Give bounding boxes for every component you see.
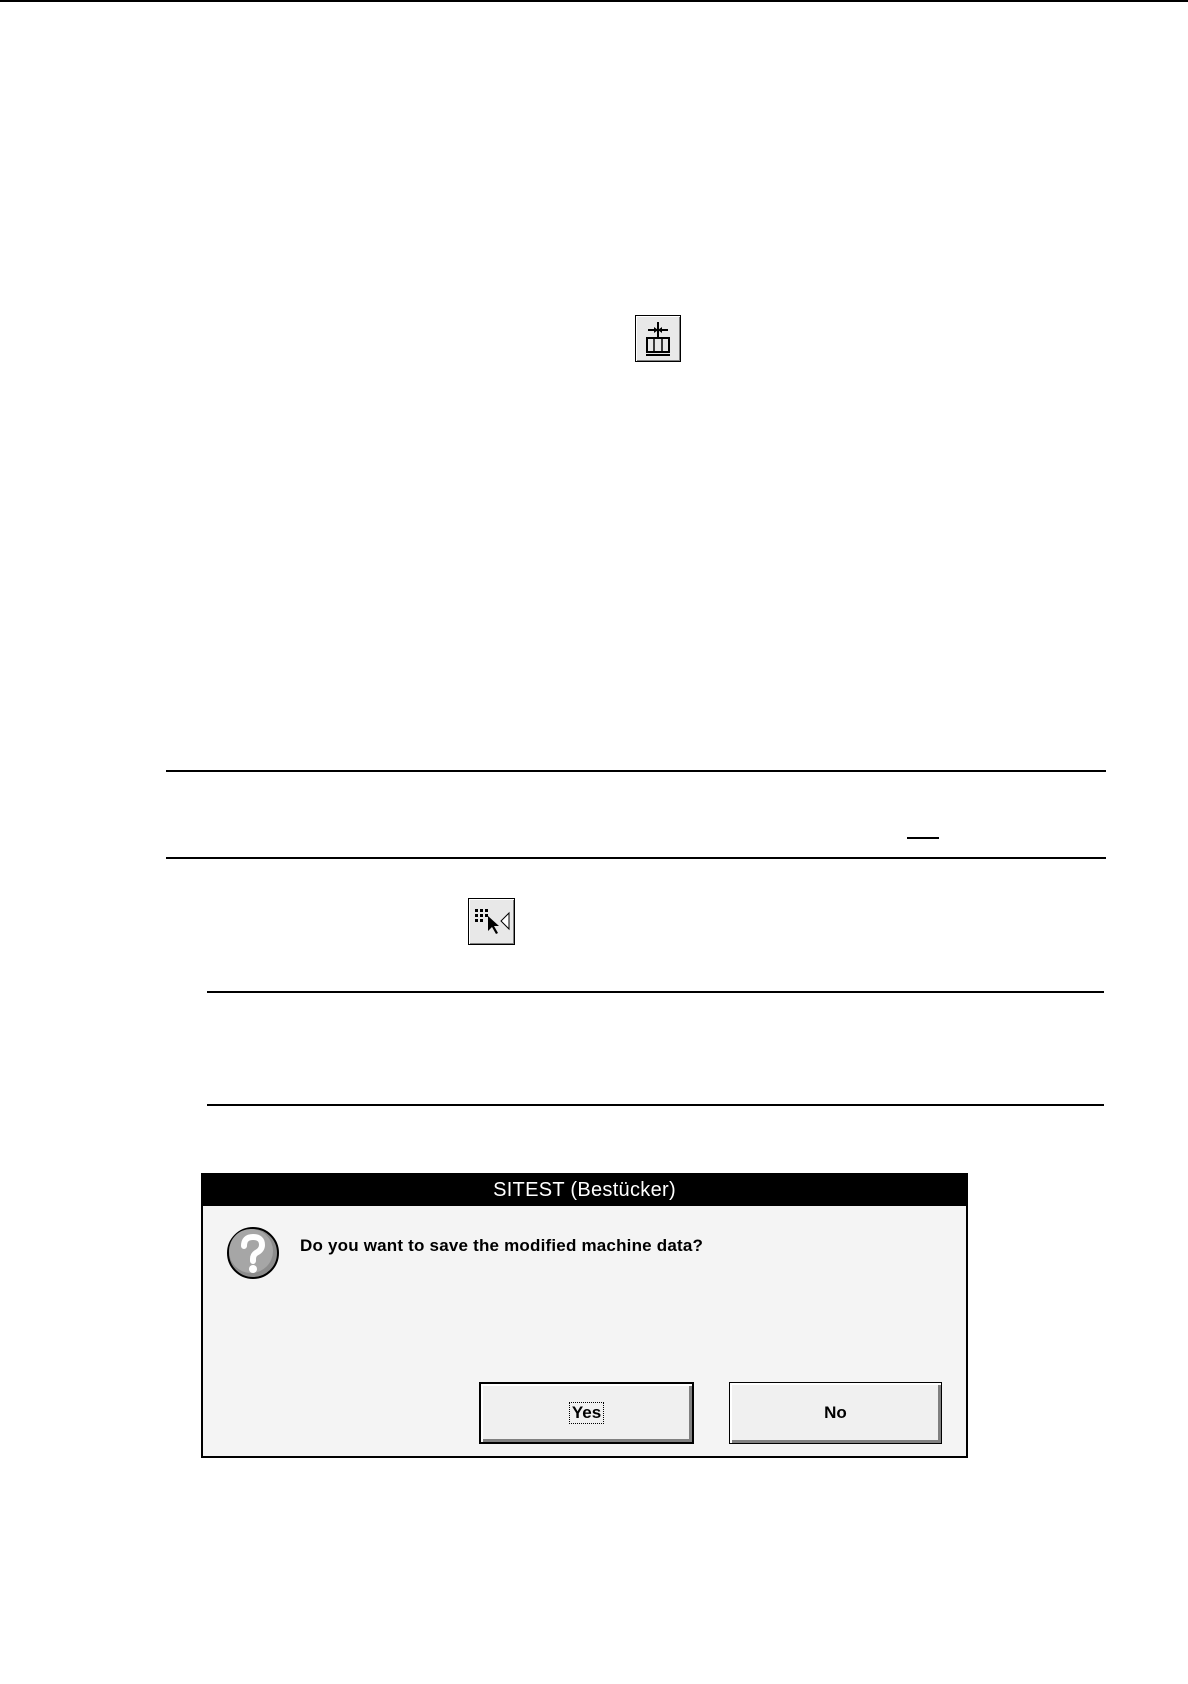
no-button-label: No [824,1403,847,1422]
dialog-body [203,1206,966,1456]
page-top-rule [0,0,1188,2]
section-rule-bottom [166,857,1106,859]
no-button[interactable] [729,1382,942,1444]
dialog-title: SITEST (Bestücker) [203,1175,966,1206]
machine-setup-icon[interactable] [635,315,681,362]
section-rule-top [166,770,1106,772]
dialog-message: Do you want to save the modified machine data? [300,1236,704,1255]
note-rule-top [207,991,1104,993]
save-confirm-dialog [201,1173,968,1458]
note-rule-bottom [207,1104,1104,1106]
underline-mark [907,837,939,839]
select-pointer-icon[interactable] [468,898,515,945]
yes-button-label: Yes [569,1402,604,1424]
yes-button[interactable] [479,1382,694,1444]
question-icon [226,1226,280,1285]
